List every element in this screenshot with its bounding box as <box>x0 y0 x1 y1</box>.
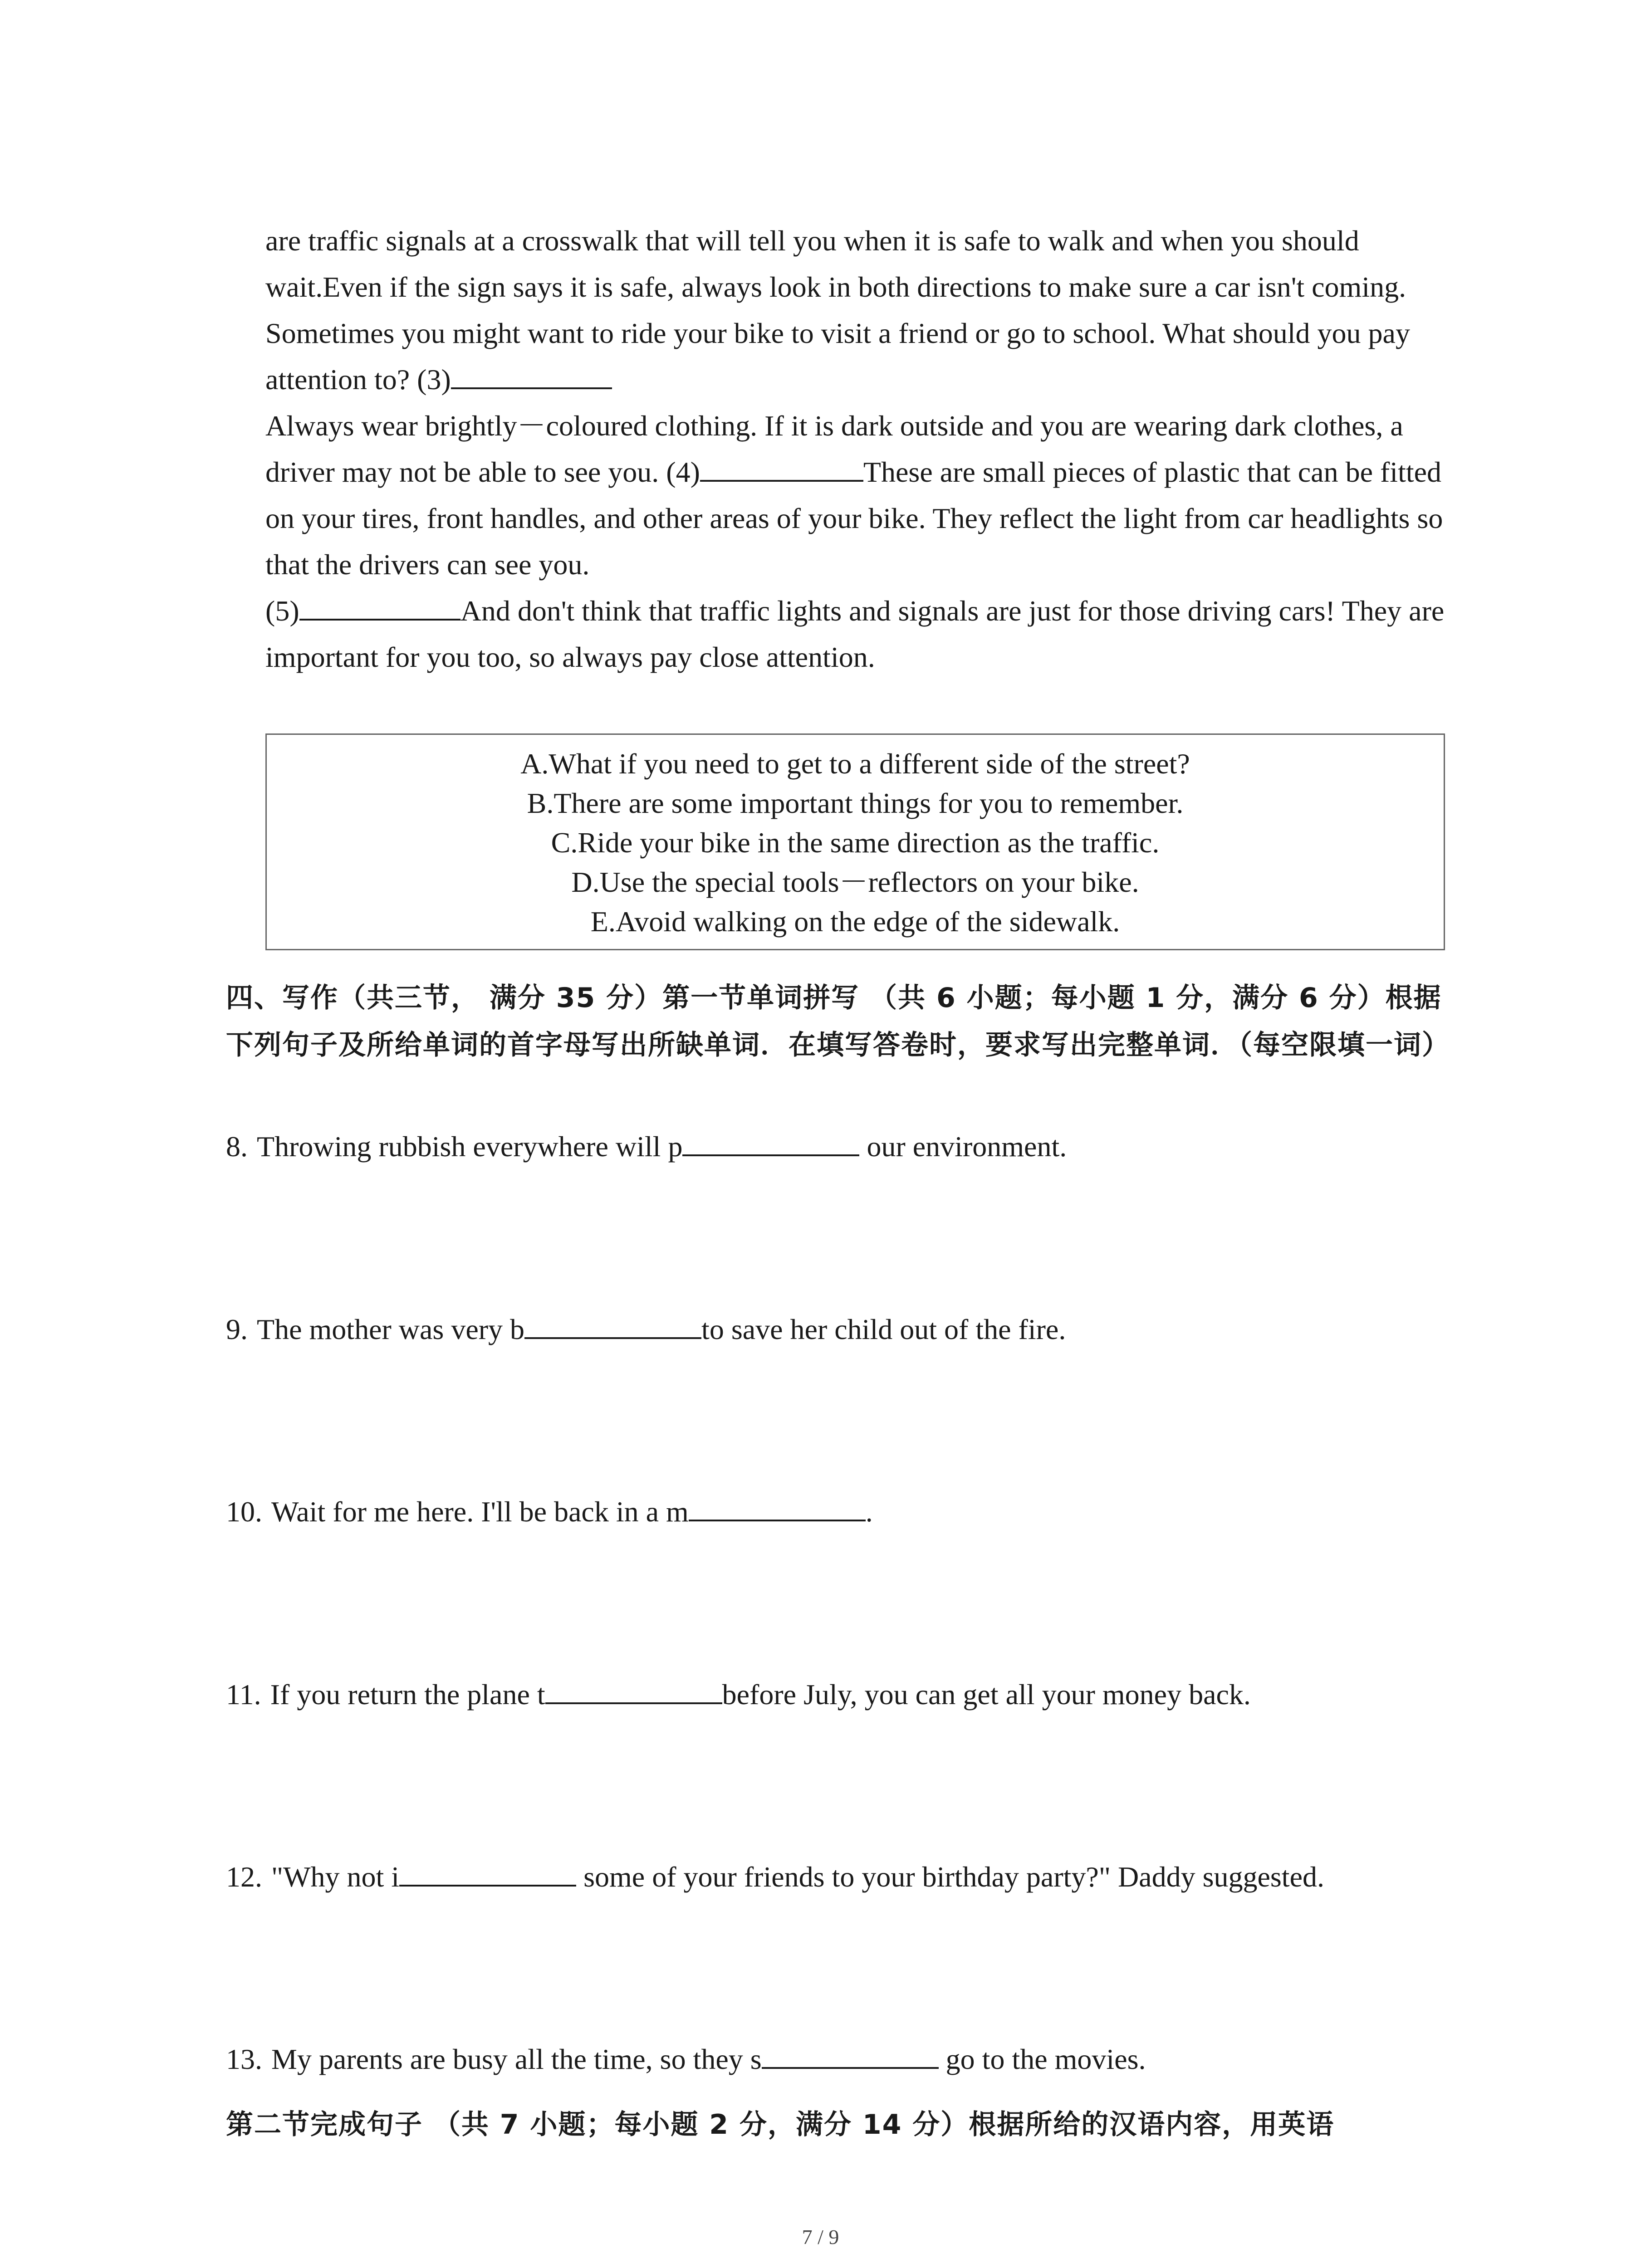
option-e: E.Avoid walking on the edge of the sidewalk. <box>590 905 1120 938</box>
question-11: 11. If you return the plane t before July, you can get all your money back. <box>226 1675 1251 1713</box>
answer-blank-q12[interactable] <box>399 1857 576 1887</box>
passage-paragraph-2: Sometimes you might want to ride your bike to visit a friend or go to school. What should you pay attention to? (3) <box>265 317 1410 396</box>
answer-blank-5[interactable] <box>299 591 460 621</box>
option-a: A.What if you need to get to a different side of the street? <box>520 748 1190 780</box>
section-4-heading: 四、写作（共三节， 满分 35 分）第一节单词拼写 （共 6 小题；每小题 1 分，满分 6 分）根据下列句子及所给单词的首字母写出所缺单词．在填写答卷时，要求写出完整单词．（每空限填一词） <box>226 982 1450 1061</box>
option-c: C.Ride your bike in the same direction as the traffic. <box>551 826 1160 859</box>
passage-paragraph-3: Always wear brightly－coloured clothing. If it is dark outside and you are wearing dark clothes, a driver may not be able to see you. (4) These are small pieces of plastic that can be fitted on your tires, front handles, and other areas of your bike. They reflect the light from car headlights so that the drivers can see you. <box>265 410 1443 581</box>
options-box <box>265 733 1445 950</box>
page-number: 7 / 9 <box>802 2225 839 2248</box>
question-10: 10. Wait for me here. I'll be back in a m . <box>226 1492 873 1530</box>
answer-blank-q13[interactable] <box>762 2040 939 2069</box>
reading-passage <box>265 218 1463 680</box>
question-13: 13. My parents are busy all the time, so they s go to the movies. <box>226 2040 1146 2077</box>
answer-blank-4[interactable] <box>700 453 863 482</box>
question-8: 8. Throwing rubbish everywhere will p our environment. <box>226 1127 1067 1165</box>
question-12: 12. "Why not i some of your friends to your birthday party?" Daddy suggested. <box>226 1857 1324 1895</box>
question-9: 9. The mother was very b to save her child out of the fire. <box>226 1310 1066 1348</box>
passage-paragraph-4: (5) And don't think that traffic lights and signals are just for those driving cars! They are important for you too, so always pay close attention. <box>265 588 1463 680</box>
option-d: D.Use the special tools－reflectors on your bike. <box>571 866 1139 898</box>
answer-blank-q9[interactable] <box>524 1310 701 1339</box>
answer-blank-q8[interactable] <box>682 1127 859 1156</box>
answer-blank-q11[interactable] <box>545 1675 722 1704</box>
answer-blank-3[interactable] <box>451 360 612 389</box>
answer-blank-q10[interactable] <box>689 1492 866 1521</box>
section-2-heading: 第二节完成句子 （共 7 小题；每小题 2 分，满分 14 分）根据所给的汉语内容，用英语 <box>226 2109 1335 2141</box>
option-b: B.There are some important things for you to remember. <box>527 787 1184 819</box>
passage-paragraph-1: are traffic signals at a crosswalk that will tell you when it is safe to walk and when you should wait.Even if the sign says it is safe, always look in both directions to make sure a car isn't coming. <box>265 225 1406 303</box>
